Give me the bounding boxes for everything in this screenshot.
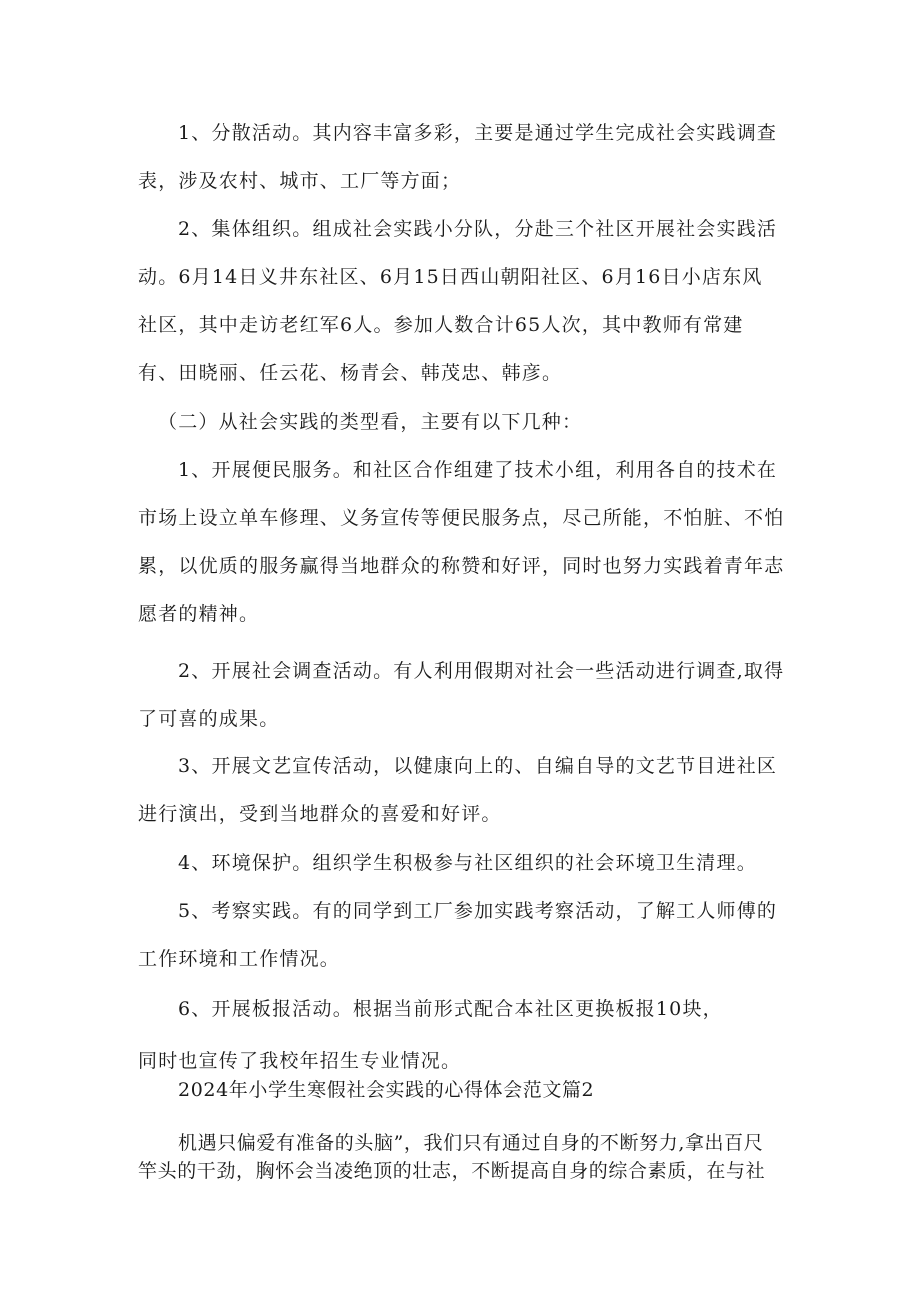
- paragraph-line: 同时也宣传了我校年招生专业情况。: [138, 1050, 462, 1072]
- paragraph-line: 1、开展便民服务。和社区合作组建了技术小组，利用各自的技术在: [178, 459, 778, 481]
- paragraph-line: 了可喜的成果。: [138, 708, 280, 730]
- paragraph-line: 有、田晓丽、任云花、杨青会、韩茂忠、韩彦。: [138, 362, 563, 384]
- paragraph-line: 6、开展板报活动。根据当前形式配合本社区更换板报10块，: [178, 998, 723, 1020]
- paragraph-line: 表，涉及农村、城市、工厂等方面；: [138, 170, 462, 192]
- paragraph-line: 竿头的干劲，胸怀会当凌绝顶的壮志，不断提高自身的综合素质，在与社: [138, 1160, 766, 1182]
- paragraph-line: 4、环境保护。组织学生积极参与社区组织的社会环境卫生清理。: [178, 852, 757, 874]
- article-title: 2024年小学生寒假社会实践的心得体会范文篇2: [178, 1079, 595, 1101]
- paragraph-line: 累，以优质的服务赢得当地群众的称赞和好评，同时也努力实践着青年志: [138, 555, 785, 577]
- paragraph-line: 社区，其中走访老红军6人。参加人数合计65人次，其中教师有常建: [138, 314, 744, 336]
- paragraph-line: 工作环境和工作情况。: [138, 948, 341, 970]
- paragraph-line: 3、开展文艺宣传活动，以健康向上的、自编自导的文艺节目进社区: [178, 755, 778, 777]
- paragraph-line: 动。6月14日义井东社区、6月15日西山朝阳社区、6月16日小店东风: [138, 266, 763, 288]
- paragraph-line: 2、开展社会调查活动。有人利用假期对社会一些活动进行调查,取得: [178, 660, 785, 682]
- section-heading: （二）从社会实践的类型看，主要有以下几种：: [158, 411, 583, 433]
- paragraph-line: 市场上设立单车修理、义务宣传等便民服务点，尽己所能，不怕脏、不怕: [138, 507, 785, 529]
- paragraph-line: 愿者的精神。: [138, 603, 260, 625]
- paragraph-line: 机遇只偏爱有准备的头脑”，我们只有通过自身的不断努力,拿出百尺: [178, 1132, 764, 1154]
- paragraph-line: 2、集体组织。组成社会实践小分队，分赴三个社区开展社会实践活: [178, 218, 778, 240]
- paragraph-line: 进行演出，受到当地群众的喜爱和好评。: [138, 803, 502, 825]
- paragraph-line: 1、分散活动。其内容丰富多彩，主要是通过学生完成社会实践调查: [178, 122, 778, 144]
- paragraph-line: 5、考察实践。有的同学到工厂参加实践考察活动，了解工人师傅的: [178, 900, 778, 922]
